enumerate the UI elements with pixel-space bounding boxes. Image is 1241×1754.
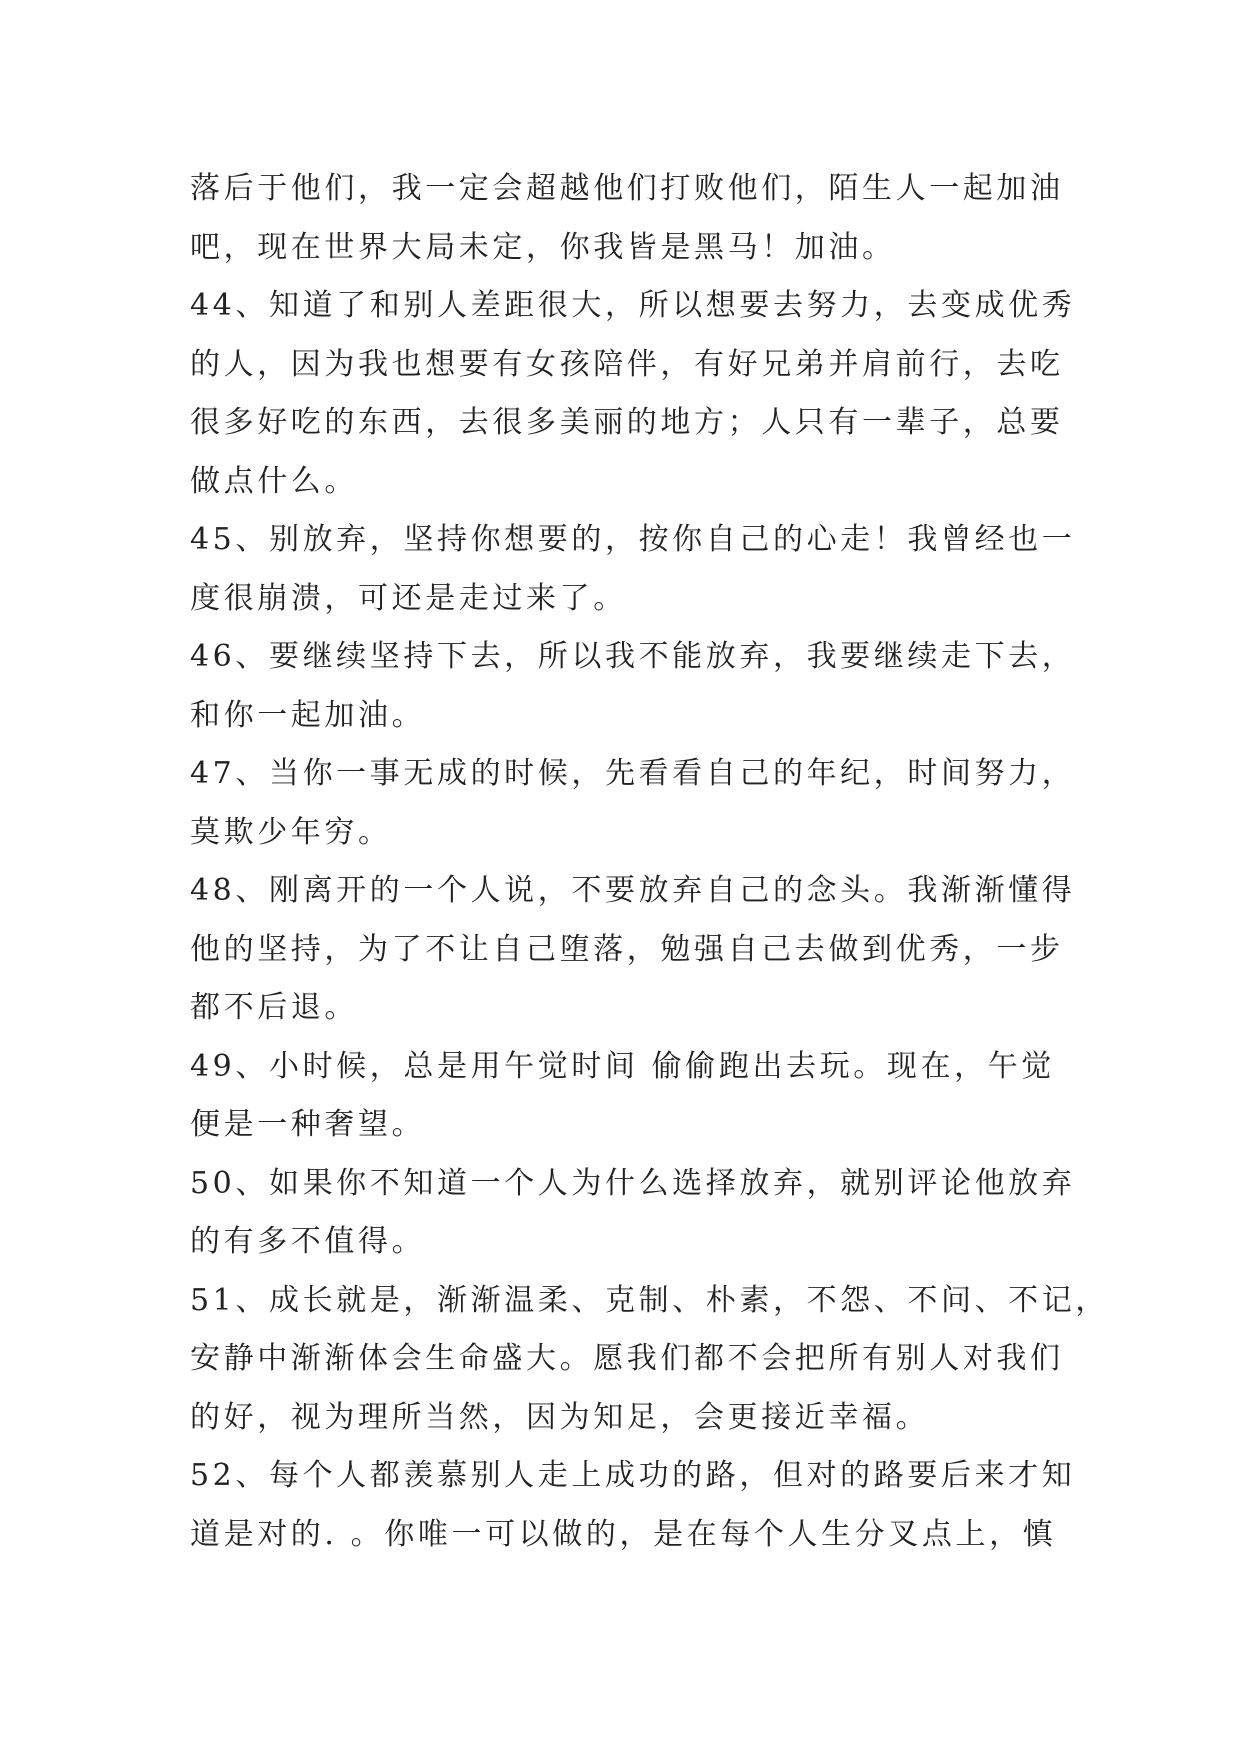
text-line: 46、要继续坚持下去，所以我不能放弃，我要继续走下去， bbox=[190, 639, 1076, 674]
text-line: 和你一起加油。 bbox=[190, 697, 426, 733]
text-line: 45、别放弃，坚持你想要的，按你自己的心走！我曾经也一 bbox=[190, 522, 1076, 557]
text-line: 落后于他们，我一定会超越他们打败他们，陌生人一起加油 bbox=[190, 171, 1064, 206]
text-line: 安静中渐渐体会生命盛大。愿我们都不会把所有别人对我们 bbox=[190, 1341, 1064, 1376]
text-line: 吧，现在世界大局未定，你我皆是黑马！加油。 bbox=[190, 229, 896, 265]
text-line: 50、如果你不知道一个人为什么选择放弃，就别评论他放弃 bbox=[190, 1165, 1076, 1201]
text-line: 51、成长就是，渐渐温柔、克制、朴素，不怨、不问、不记， bbox=[190, 1282, 1109, 1318]
text-line: 的好，视为理所当然，因为知足，会更接近幸福。 bbox=[190, 1399, 930, 1435]
text-line: 48、刚离开的一个人说，不要放弃自己的念头。我渐渐懂得 bbox=[190, 873, 1076, 908]
text-line: 44、知道了和别人差距很大，所以想要去努力，去变成优秀 bbox=[190, 288, 1076, 323]
text-line: 很多好吃的东西，去很多美丽的地方；人只有一辈子，总要 bbox=[190, 405, 1064, 440]
document-body bbox=[190, 160, 1109, 1564]
text-line: 49、小时候，总是用午觉时间 偷偷跑出去玩。现在，午觉 bbox=[190, 1048, 1055, 1084]
text-line: 莫欺少年穷。 bbox=[190, 814, 392, 850]
text-line: 47、当你一事无成的时候，先看看自己的年纪，时间努力， bbox=[190, 756, 1076, 791]
text-line: 他的坚持，为了不让自己堕落，勉强自己去做到优秀，一步 bbox=[190, 931, 1064, 967]
text-line: 的有多不值得。 bbox=[190, 1224, 426, 1259]
text-line: 道是对的. 。你唯一可以做的，是在每个人生分叉点上，慎 bbox=[190, 1516, 1057, 1552]
text-line: 的人，因为我也想要有女孩陪伴，有好兄弟并肩前行，去吃 bbox=[190, 346, 1064, 382]
text-line: 便是一种奢望。 bbox=[190, 1107, 426, 1142]
text-line: 做点什么。 bbox=[190, 463, 358, 499]
text-line: 都不后退。 bbox=[190, 990, 358, 1025]
text-line: 52、每个人都羡慕别人走上成功的路，但对的路要后来才知 bbox=[190, 1458, 1076, 1493]
text-line: 度很崩溃，可还是走过来了。 bbox=[190, 580, 627, 616]
